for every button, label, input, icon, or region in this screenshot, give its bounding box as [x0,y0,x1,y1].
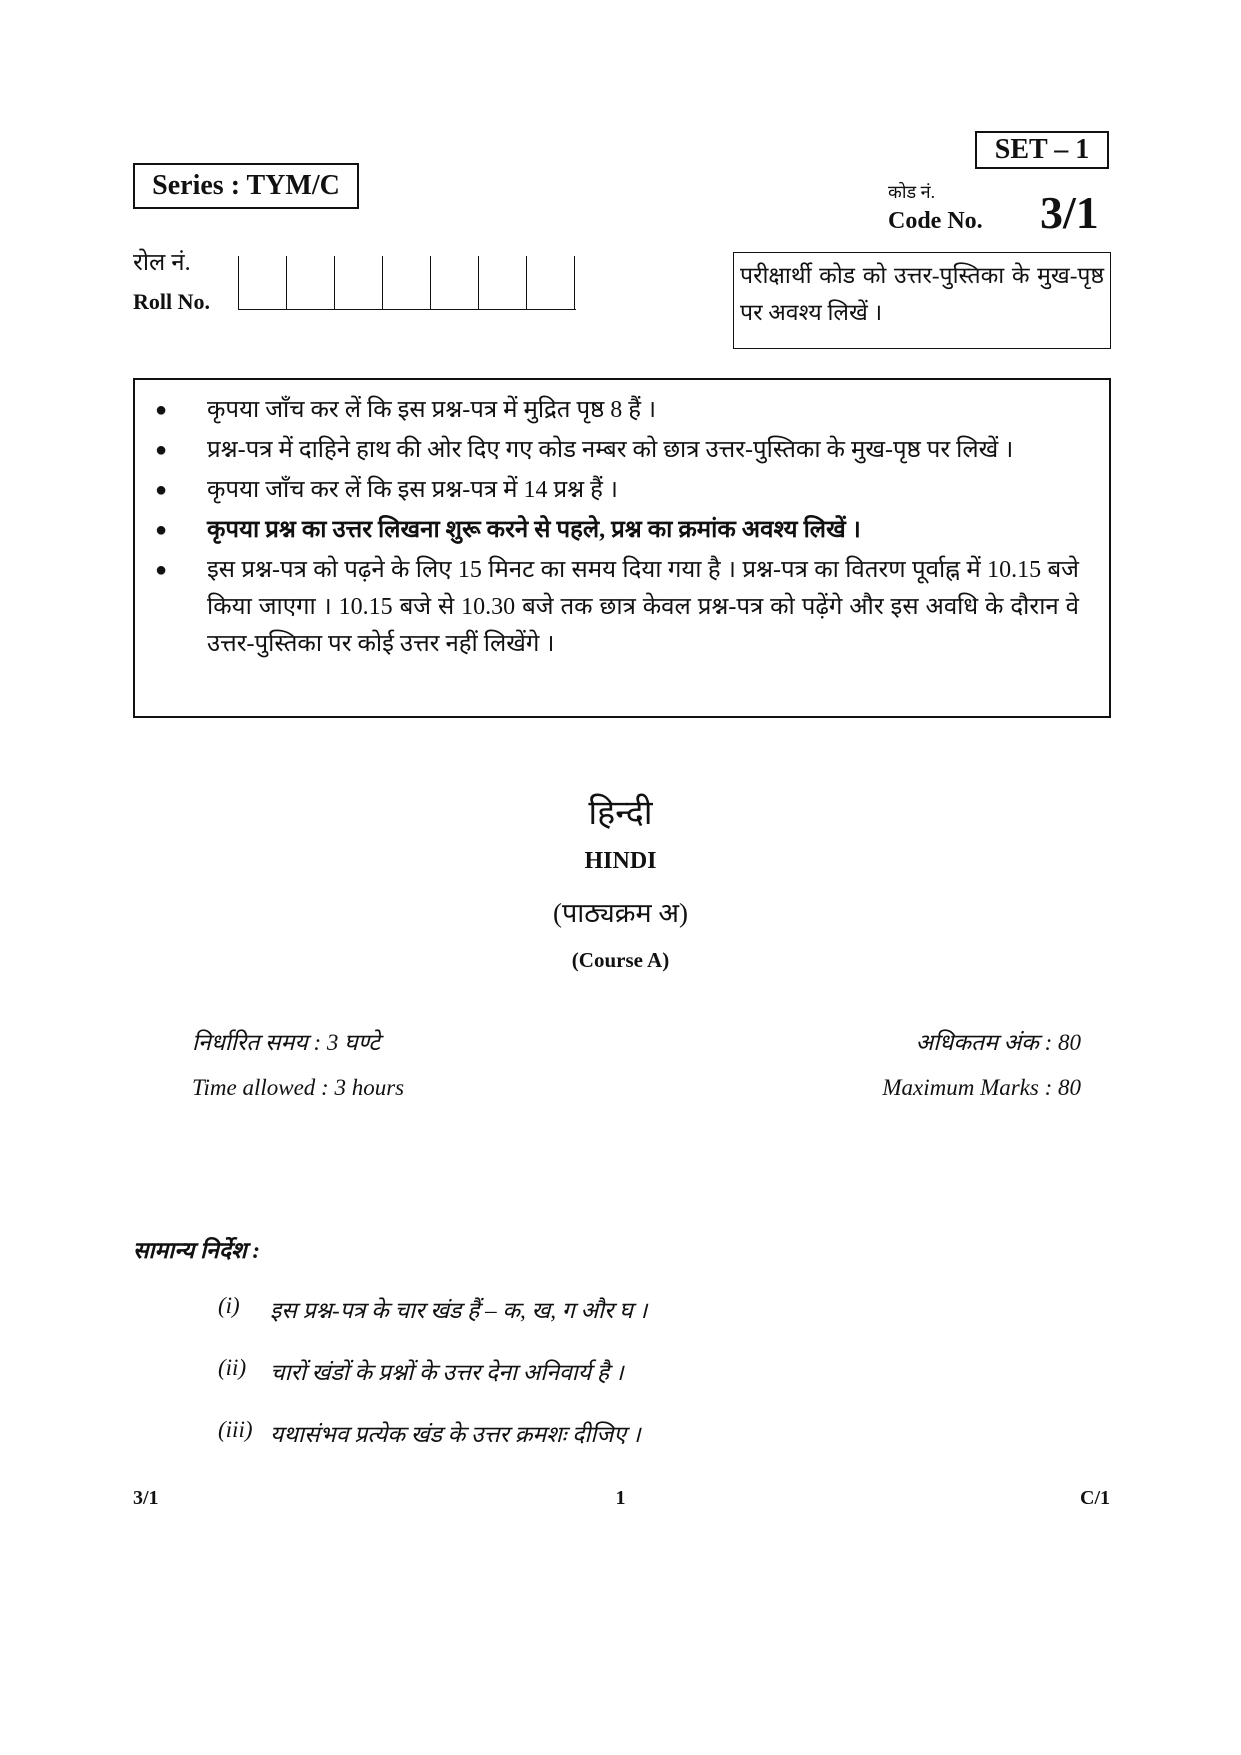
roll-label-hindi: रोल नं. [133,250,191,276]
instruction-item [155,432,1079,469]
item-text: चारों खंडों के प्रश्नों के उत्तर देना अनिवार्य है । [270,1360,624,1385]
general-instructions-heading: सामान्य निर्देश : [133,1238,261,1263]
instructions-box [133,378,1111,718]
roll-number-cell[interactable] [479,256,527,310]
general-instruction-item [218,1417,647,1479]
item-number: (iii) [218,1417,253,1442]
course-english: (Course A) [571,948,670,972]
instruction-text: प्रश्न-पत्र में दाहिने हाथ की ओर दिए गए कोड नम्बर को छात्र उत्तर-पुस्तिका के मुख-पृष्ठ पर लिखें । [207,437,1014,463]
instruction-item [155,552,1079,663]
bullet-icon: ● [155,399,168,421]
roll-label-english: Roll No. [133,289,210,314]
instruction-item [155,512,1079,549]
item-text: इस प्रश्न-पत्र के चार खंड हैं – क, ख, ग और घ । [270,1298,648,1323]
general-instruction-item [218,1355,647,1417]
roll-number-cell[interactable] [431,256,479,310]
roll-number-cell[interactable] [239,256,287,310]
instruction-text: कृपया जाँच कर लें कि इस प्रश्न-पत्र में 14 प्रश्न हैं । [207,477,618,503]
item-number: (ii) [218,1355,247,1380]
code-label-english: Code No. [888,208,983,234]
roll-number-boxes[interactable] [238,256,575,310]
code-label-hindi: कोड नं. [888,182,936,202]
subject-title-hindi: हिन्दी [588,795,653,832]
roll-number-cell[interactable] [287,256,335,310]
bullet-icon: ● [155,439,168,461]
max-marks-english: Maximum Marks : 80 [882,1075,1081,1100]
general-instructions-list [218,1293,647,1479]
max-marks-hindi: अधिकतम अंक : 80 [915,1030,1081,1055]
roll-number-baseline [238,309,576,310]
code-note-box: परीक्षार्थी कोड को उत्तर-पुस्तिका के मुख-पृष्ठ पर अवश्य लिखें । [733,252,1111,349]
course-hindi: (पाठ्यक्रम अ) [552,898,689,928]
series-label: Series : TYM/C [133,163,359,209]
item-text: यथासंभव प्रत्येक खंड के उत्तर क्रमशः दीजिए । [270,1422,641,1447]
instruction-item [155,472,1079,509]
code-value: 3/1 [1040,187,1099,238]
item-number: (i) [218,1293,240,1318]
bullet-icon: ● [155,479,168,501]
instruction-text: कृपया प्रश्न का उत्तर लिखना शुरू करने से पहले, प्रश्न का क्रमांक अवश्य लिखें । [207,517,861,543]
footer-code: 3/1 [133,1487,159,1509]
roll-number-cell[interactable] [383,256,431,310]
set-label: SET – 1 [975,131,1109,169]
roll-number-cell[interactable] [335,256,383,310]
time-allowed-english: Time allowed : 3 hours [192,1075,405,1100]
instruction-item [155,392,1079,429]
subject-title-english: HINDI [584,848,657,874]
roll-number-cell[interactable] [527,256,575,310]
instruction-text: कृपया जाँच कर लें कि इस प्रश्न-पत्र में मुद्रित पृष्ठ 8 हैं । [207,397,657,423]
general-instruction-item [218,1293,647,1355]
time-allowed-hindi: निर्धारित समय : 3 घण्टे [192,1030,380,1055]
bullet-icon: ● [155,559,168,581]
footer-version: C/1 [1080,1487,1110,1509]
instruction-text: इस प्रश्न-पत्र को पढ़ने के लिए 15 मिनट का समय दिया गया है । प्रश्न-पत्र का वितरण पूर्वाह्न में 10.15 बजे किया जाएगा । 10.15 बजे से 10.30 बजे तक छात्र केवल प्रश्न-पत्र को पढ़ेंगे और इस अवधि के दौरान वे उत्तर-पुस्तिका पर कोई उत्तर नहीं लिखेंगे । [207,557,1079,657]
bullet-icon: ● [155,519,168,541]
page-number: 1 [615,1487,626,1509]
